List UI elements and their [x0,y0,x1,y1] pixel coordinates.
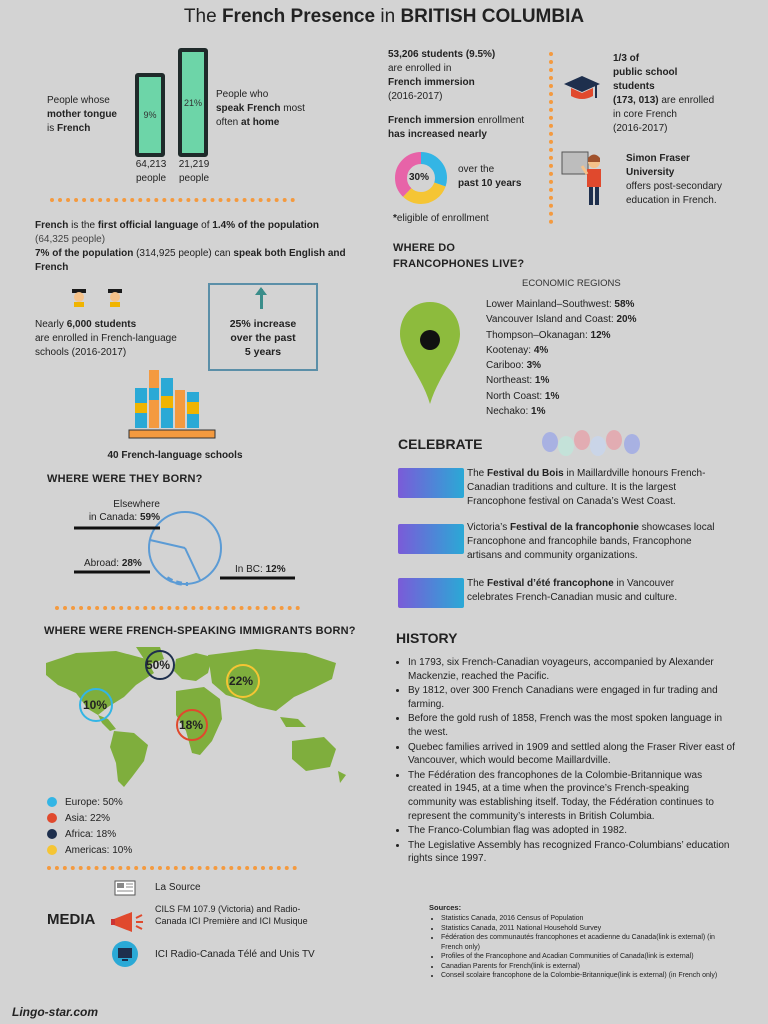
label-value: 28% [121,558,142,569]
regions-title: ECONOMIC REGIONS [522,278,621,289]
text-part: Festival de la francophonie [509,522,639,533]
history-title: HISTORY [396,630,458,646]
source-item: • Statistics Canada, 2011 National Household Survey [441,924,731,934]
text-part: 25% increase [229,318,297,330]
text-part: (64,325 people) [35,234,106,245]
born-title: WHERE WERE THEY BORN? [47,473,203,485]
label-text: In BC: [235,564,266,575]
label-text: mother tongue [47,109,117,120]
bar-data-label: 21% [183,97,202,108]
text-part: first official language [97,220,199,231]
legend-swatch [47,829,57,839]
text-part: education in French. [626,195,717,206]
legend-swatch [47,813,57,823]
label-text: in Canada: [88,512,140,523]
text-part: in Maillardville honours French-Canadian traditions and culture. It is the largest Francophone festival on Canada’s West Coast. [467,468,706,507]
teacher-icon [560,148,608,210]
regions-list [486,297,636,419]
region-item [486,328,636,343]
text-part: speak both English and French [35,248,346,273]
title-part: BRITISH COLUMBIA [400,6,585,27]
count-unit: people [178,173,210,184]
graduate-icon [69,287,89,307]
region-name: Lower Mainland–Southwest: [486,299,615,310]
text-part: of [198,220,213,231]
pie-divider [150,540,185,548]
source-item: • Fédération des communautés francophones et acadienne du Canada(link is external) (in French only) [441,933,731,952]
label-value: 12% [265,564,286,575]
location-pin-icon [398,300,462,408]
label-text: most often [216,103,305,128]
text-part: eligible of enrollment [396,213,489,224]
up-arrow-head [255,287,267,295]
festival-francophonie-text [467,521,717,563]
source-item: • Statistics Canada, 2016 Census of Population [441,914,731,924]
region-name: Thompson–Okanagan: [486,329,591,341]
label-text: Abroad: [84,558,122,569]
region-item [486,373,636,388]
legend-item [47,813,132,829]
core-french-text [613,52,738,136]
text-part: are enrolled [658,95,715,106]
festival-du-bois-text [467,467,717,509]
text-part: (2016-2017) [613,123,668,134]
region-item [486,297,636,312]
label-text: is [47,123,57,134]
festival-image [398,524,464,554]
region-item [486,312,636,327]
asia-pct: 18% [179,718,204,732]
region-name: Nechako: [486,406,532,418]
text-part: 53,206 students (9.5%) [388,49,496,60]
count-value: 64,213 [135,159,167,170]
title-part: in [375,6,401,27]
text-part: students [613,81,655,92]
immigrants-legend [47,797,132,861]
africa-pct: 22% [229,674,254,688]
increase-box [208,283,318,371]
text-part: Festival du Bois [487,468,564,479]
region-value: 58% [614,299,635,310]
balloons-icon [538,428,648,464]
mother-tongue-count [128,158,174,186]
title-part: French Presence [221,6,376,27]
region-value: 1% [544,390,560,402]
region-name: Northeast: [486,375,535,387]
history-item: • Before the gold rush of 1858, French was the most spoken language in the west. [408,712,736,739]
region-value: 1% [531,406,546,418]
text-part: are enrolled in French-language schools (2016-2017) [35,333,177,358]
text-part: offers post-secondary [626,181,722,192]
region-name: Kootenay: [486,344,534,356]
born-canada-label [80,498,160,524]
label-text: at home [241,117,280,128]
region-value: 4% [533,344,549,356]
region-item [486,389,636,404]
text-part: (173, 013) [613,95,659,106]
legend-item [47,829,132,845]
text-part: are enrolled in [388,63,452,74]
history-item: • The Legislative Assembly has recognized Franco-Columbians’ education rights since 1997. [408,839,736,866]
history-item: • The Fédération des francophones de la Colombie-Britannique was created in 1945, at a time when the province’s French-speaking community was establishing itself. Today, the Fédération continues to represent the community’s interests in British Columbia. [408,769,736,823]
official-language-text [35,219,350,275]
immigrants-title: WHERE WERE FRENCH-SPEAKING IMMIGRANTS BORN? [44,625,356,637]
text-part: Simon Fraser [626,153,690,164]
text-part: past 10 years [458,178,522,189]
born-abroad-label [84,557,142,571]
speak-home-label [216,88,326,130]
text-part: is the [68,220,98,231]
region-value: 1% [534,375,550,387]
region-item [486,404,636,419]
label-value: 59% [139,512,160,523]
speak-home-count [171,158,217,186]
sfu-text [626,152,746,208]
text-part: Festival d’été francophone [487,578,614,589]
megaphone-icon [110,910,146,934]
legend-label: Asia: 22% [65,813,111,824]
text-part: FRANCOPHONES LIVE? [393,258,525,270]
count-unit: people [135,173,167,184]
source-item: • Profiles of the Francophone and Acadian Communities of Canada(link is external) [441,952,731,962]
americas-pct: 10% [83,698,108,712]
text-part: 1.4% of the population [212,220,319,231]
immersion-text [388,48,548,104]
text-part: * [393,213,397,224]
divider-dots [55,606,300,610]
donut-caption [458,163,521,191]
history-list [394,656,736,867]
text-part: The [467,578,488,589]
eligible-note [393,212,489,226]
text-part: French immersion [388,77,475,88]
text-part: University [626,167,675,178]
legend-label: Americas: 10% [65,845,133,856]
history-item: • By 1812, over 300 French Canadians were engaged in fur trading and farming. [408,684,736,711]
media-item-tv: ICI Radio-Canada Télé and Unis TV [155,949,315,960]
text-part: 7% of the population [35,248,134,259]
text-part: public school [613,67,678,78]
label-text: People who [216,89,269,100]
region-value: 12% [590,329,611,341]
history-item: • In 1793, six French-Canadian voyageurs, accompanied by Alexander Mackenzie, reached the Pacific. [408,656,736,683]
text-part: 6,000 students [66,319,137,330]
text-part: The [467,468,488,479]
festival-ete-text [467,577,712,605]
text-part: 5 years [244,346,282,358]
newspaper-icon [114,880,136,896]
sources-title: Sources: [429,903,462,912]
region-item [486,343,636,358]
title-part: The [183,6,222,27]
books-icon [127,368,217,443]
region-name: Vancouver Island and Coast: [486,314,617,326]
mother-tongue-label [47,94,132,136]
legend-swatch [47,797,57,807]
sources-list [431,914,731,981]
pie-divider [185,548,200,580]
text-part: 1/3 of [613,53,640,64]
mother-tongue-bar [135,73,165,157]
born-bc-label [235,563,286,577]
label-text: Elsewhere [113,499,160,510]
schools-label: 40 French-language schools [107,450,243,461]
festival-image [398,468,464,498]
graduation-cap-icon [562,72,602,108]
text-part: over the past [230,332,296,344]
text-part: has increased nearly [388,129,487,140]
label-text: French [57,123,91,134]
legend-label: Europe: 50% [65,797,123,808]
label-text: speak French [216,103,281,114]
students-text [35,318,200,360]
text-part: Nearly [35,319,67,330]
page-title [0,6,768,28]
divider-dots-vertical [549,52,553,224]
text-part: enrollment [474,115,525,126]
media-title: MEDIA [47,911,96,928]
tv-icon [111,940,139,968]
count-value: 21,219 [178,159,210,170]
media-item-newspaper: La Source [155,882,201,893]
history-item: • Quebec families arrived in 1909 and settled along the Fraser River east of Vancouver, which would become Maillardville. [408,741,736,768]
media-item-radio: CILS FM 107.9 (Victoria) and Radio-Canada ICI Première and ICI Musique [155,904,308,926]
text-part: (2016-2017) [388,91,443,102]
europe-pct: 50% [146,658,171,672]
legend-swatch [47,845,57,855]
where-live-title [393,240,524,272]
region-name: Cariboo: [486,360,527,372]
graduate-icon [105,287,125,307]
speak-home-bar [178,48,208,157]
divider-dots [50,198,295,202]
immersion-growth-text [388,114,553,142]
text-part: in Vancouver celebrates French-Canadian music and culture. [467,578,678,603]
legend-label: Africa: 18% [65,829,117,840]
history-item: • The Franco-Columbian flag was adopted in 1982. [408,824,736,838]
text-part: French immersion [388,115,475,126]
text-part: French [35,220,69,231]
text-part: Victoria’s [467,522,510,533]
text-part: WHERE DO [393,242,456,254]
text-part: showcases local Francophone and francophile bands, Francophone artisans and community organizations. [467,522,715,561]
legend-item [47,845,132,861]
label-text: People whose [47,95,110,106]
source-item: • Conseil scolaire francophone de la Colombie-Britannique(link is external) (in French only) [441,971,731,981]
region-name: North Coast: [486,390,545,402]
bar-data-label: 9% [143,110,157,120]
festival-image [398,578,464,608]
region-value: 20% [616,314,637,326]
celebrate-title: CELEBRATE [398,436,483,452]
legend-item [47,797,132,813]
source-item: • Canadian Parents for French(link is external) [441,962,731,972]
text-part: in core French [613,109,677,120]
text-part: (314,925 people) can [133,248,234,259]
increase-text [210,317,316,359]
region-item [486,358,636,373]
divider-dots [47,866,297,870]
region-value: 3% [526,360,542,372]
donut-label: 30% [409,172,430,183]
text-part: over the [458,164,495,175]
footer-brand: Lingo-star.com [12,1005,99,1019]
